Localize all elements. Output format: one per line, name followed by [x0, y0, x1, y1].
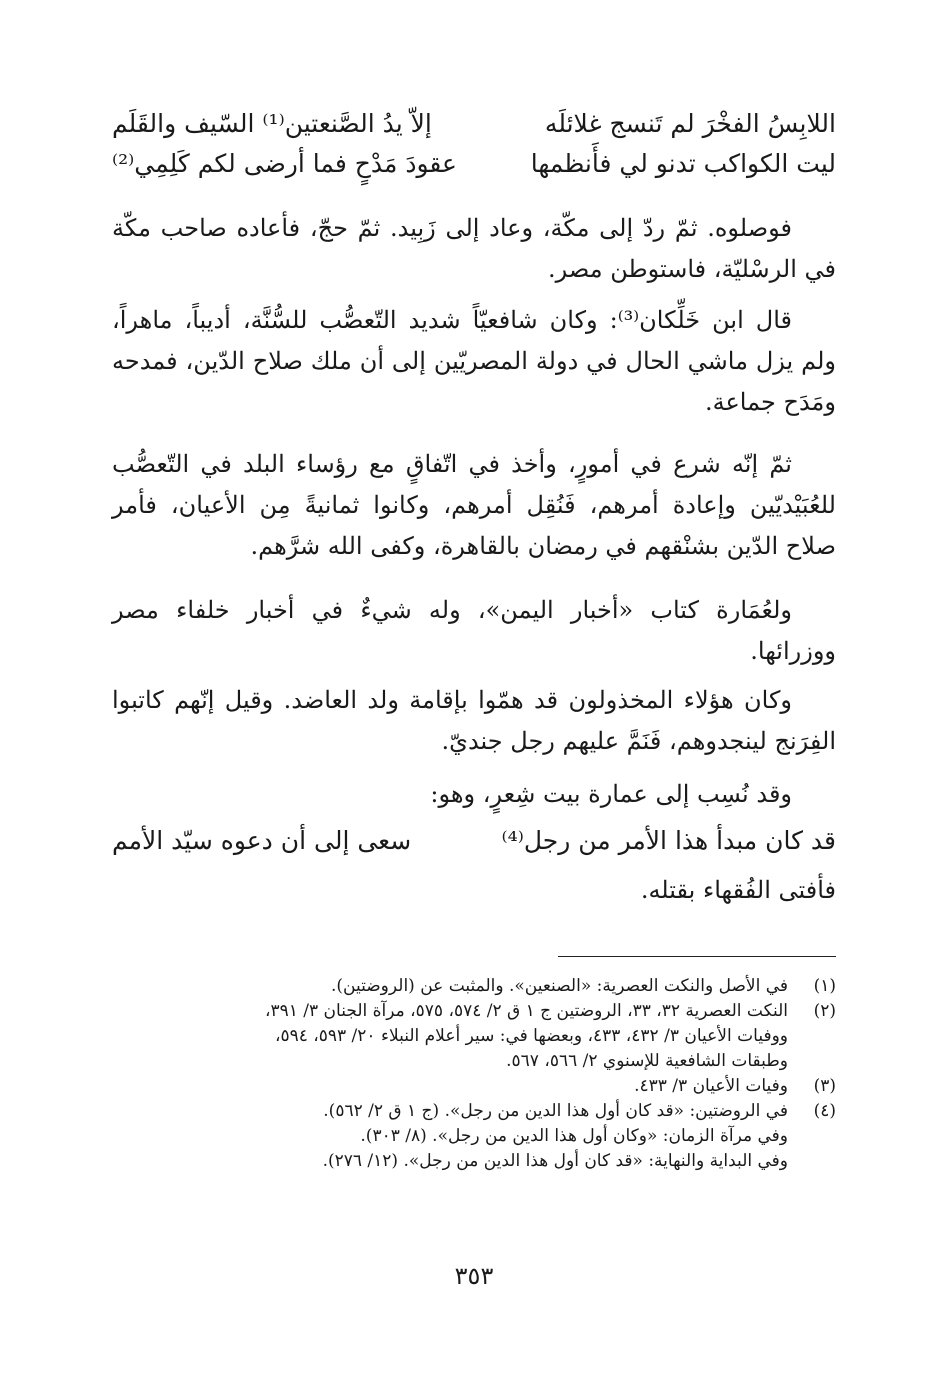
paragraph-2: قال ابن خَلِّكان⁽³⁾: وكان شافعيّاً شديد التّعصُّب للسُّنَّة، أديباً، ماهراً، ولم يزل ماشي الحال في دولة المصريّين إلى أن ملك صلاح الدّين، فمدحه ومَدَح جماعة. [112, 306, 836, 416]
verse-2-first-hemistich: ليت الكواكب تدنو لي فأَنظمها [530, 149, 836, 178]
poem-verse-3 [112, 821, 836, 861]
paragraph-6: وقد نُسِب إلى عمارة بيت شِعرٍ، وهو: [430, 780, 792, 808]
footnote-number: (١) [813, 976, 836, 996]
footnote-line: النكت العصرية ٣٢، ٣٣، الروضتين ج ١ ق ٢/ ٥٧٤، ٥٧٥، مرآة الجنان ٣/ ٣٩١، [264, 1001, 788, 1021]
footnote-line: في الروضتين: «قد كان أول هذا الدين من رجل». (ج ١ ق ٢/ ٥٦٢). [323, 1101, 788, 1121]
footnote-line: وطبقات الشافعية للإسنوي ٢/ ٥٦٦، ٥٦٧. [506, 1051, 788, 1071]
footnote-line: ووفيات الأعيان ٣/ ٤٣٢، ٤٣٣، وبعضها في: سير أعلام النبلاء ٢٠/ ٥٩٣، ٥٩٤، [274, 1026, 788, 1046]
page-number: ٣٥٣ [454, 1262, 494, 1290]
footnote-divider [558, 956, 836, 957]
footnote-line: في الأصل والنكت العصرية: «الصنعين». والمثبت عن (الروضتين). [331, 976, 788, 996]
poem-verse-2 [112, 144, 836, 184]
paragraph-4: ولعُمَارة كتاب «أخبار اليمن»، وله شيءٌ في أخبار خلفاء مصر ووزرائها. [112, 596, 836, 665]
footnote-2 [112, 999, 836, 1074]
verse-3-first-hemistich: قد كان مبدأ هذا الأمر من رجل⁽⁴⁾ [501, 826, 836, 855]
footnote-line: وفيات الأعيان ٣/ ٤٣٣. [634, 1076, 788, 1096]
footnote-4 [112, 1099, 836, 1174]
footnotes [112, 974, 836, 1174]
footnote-3 [112, 1074, 836, 1099]
footnote-line: وفي البداية والنهاية: «قد كان أول هذا الدين من رجل». (١٢/ ٢٧٦). [322, 1151, 788, 1171]
paragraph-5: وكان هؤلاء المخذولون قد همّوا بإقامة ولد العاضد. وقيل إنّهم كاتبوا الفِرَنج لينجدوهم، فَنَمَّ عليهم رجل جنديّ. [112, 686, 836, 755]
verse-1-second-hemistich: إلاّ يدُ الصَّنعتين⁽¹⁾ السّيف والقَلَم [112, 109, 432, 138]
closing-line: فأفتى الفُقهاء بقتله. [640, 876, 836, 904]
footnote-number: (٢) [813, 1001, 836, 1021]
poem-verse-1 [112, 104, 836, 144]
verse-1-first-hemistich: اللابِسُ الفخْرَ لم تَنسج غلائلَه [544, 109, 836, 138]
footnote-1 [112, 974, 836, 999]
verse-2-second-hemistich: عقودَ مَدْحٍ فما أرضى لكم كَلِمِي⁽²⁾ [112, 149, 457, 178]
footnote-line: وفي مرآة الزمان: «وكان أول هذا الدين من رجل». (٨/ ٣٠٣). [360, 1126, 788, 1146]
footnote-number: (٤) [813, 1101, 836, 1121]
paragraph-3: ثمّ إنّه شرع في أمورٍ، وأخذ في اتّفاقٍ مع رؤساء البلد في التّعصُّب للعُبَيْديّين وإعادة أمرهم، فَنُقِل أمرهم، وكانوا ثمانيةً مِن الأعيان، فأمر صلاح الدّين بشنْقهم في رمضان بالقاهرة، وكفى الله شرَّهم. [112, 450, 836, 560]
verse-3-second-hemistich: سعى إلى أن دعوه سيّد الأمم [112, 826, 412, 855]
paragraph-1: فوصلوه. ثمّ ردّ إلى مكّة، وعاد إلى زَبِيد. ثمّ حجّ، فأعاده صاحب مكّة في الرسْليّة، فاستوطن مصر. [112, 214, 836, 283]
footnote-number: (٣) [813, 1076, 836, 1096]
